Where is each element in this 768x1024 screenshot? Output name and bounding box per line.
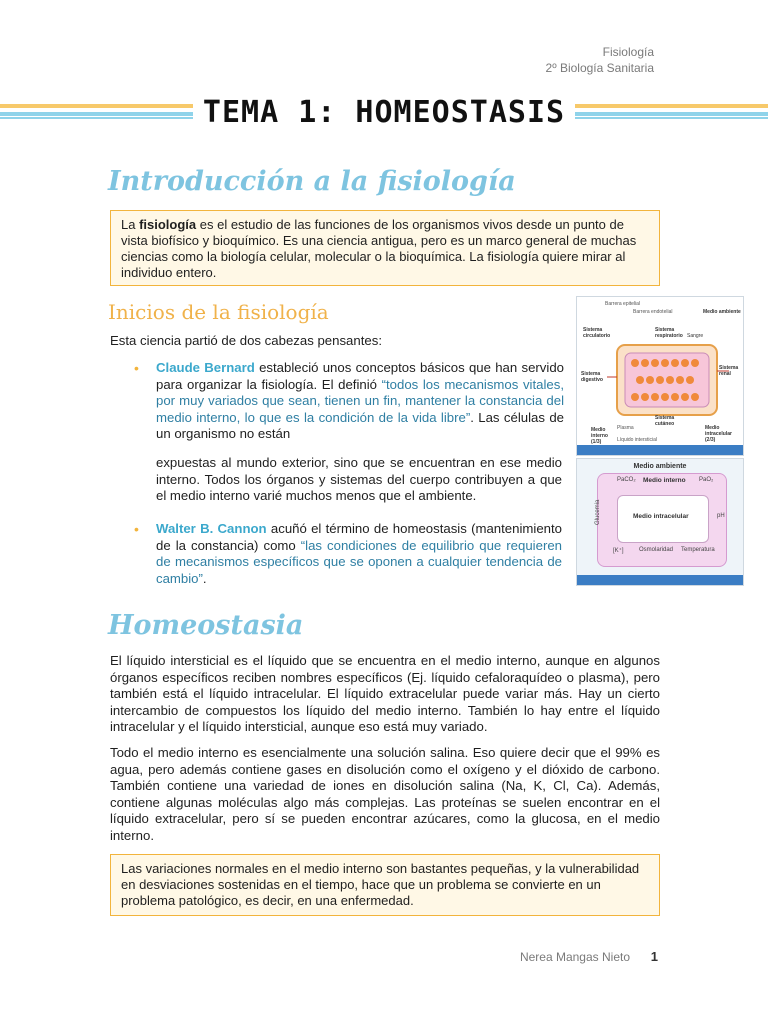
- label-barrera-epitelial: Barrera epitelial: [605, 301, 641, 307]
- intro-text: Esta ciencia partió de dos cabezas pensantes:: [110, 333, 382, 348]
- paragraph-liquido-intersticial: El líquido intersticial es el líquido que se encuentra en el medio interno, aunque en algunos órganos específicos reciben nombres específicos (Ej. líquido cefaloraquídeo o plasma), pero también está el líquido intracelular. El líquido extracelular puede variar más. Hay un cierto intercambio de compuestos los líquido del medio interno. También lo hay entre el líquido intracelular y el líquido intersticial, aunque eso está muy variado.: [110, 653, 660, 734]
- term-fisiologia: fisiología: [139, 217, 197, 232]
- label-ph: pH: [717, 513, 725, 519]
- bullet-icon: •: [134, 360, 139, 376]
- label-glucemia: Glucemia: [595, 499, 601, 525]
- header-meta: [546, 44, 654, 76]
- label-osmolaridad: Osmolaridad: [639, 547, 674, 553]
- heading-homeostasia: Homeostasia: [108, 610, 304, 641]
- bullet-cannon: • Walter B. Cannon acuñó el término de homeostasis (mantenimiento de la constancia) como “las condiciones de equilibrio que requieren de mecanismos específicos que se oponen a cualquier tendencia de cambio”.: [134, 521, 563, 586]
- page-title: TEMA 1: HOMEOSTASIS: [0, 95, 768, 130]
- label-temperatura: Temperatura: [681, 547, 715, 553]
- figure-medio-diagram: [576, 458, 744, 586]
- label-sistema-circulatorio: Sistema circulatorio: [583, 327, 611, 339]
- figure-caption-bar: [577, 575, 743, 585]
- bullet-bernard-continued: expuestas al mundo exterior, sino que se encuentran en ese medio interno. Todos los órganos y sistemas del cuerpo contribuyen a que el medio interno varié muchos menos que el ambiente.: [156, 455, 562, 503]
- label-paco2: PaCO₂: [617, 477, 636, 483]
- bullet-icon: •: [134, 521, 139, 537]
- variations-box: Las variaciones normales en el medio interno son bastantes pequeñas, y la vulnerabilidad en desviaciones sostenidas en el tiempo, hace que un problema se convierte en un problema patológico, es decir, en una enfermedad.: [110, 854, 660, 916]
- label-pao2: PaO₂: [699, 477, 714, 483]
- bullet-bernard: • Claude Bernard estableció unos conceptos básicos que han servido para organizar la fisiología. El definió “todos los mecanismos vitales, por muy variados que sean, tienen un fin, mantener la constancia del medio interno, lo que es la condición de la vida libre”. Las células de un organismo no están: [134, 360, 564, 441]
- label-medio-ambiente-2: Medio ambiente: [633, 463, 687, 470]
- label-medio-ambiente: Medio ambiente: [703, 309, 741, 315]
- label-medio-interno: Medio interno (1/3): [591, 427, 608, 445]
- label-medio-interno-2: Medio interno: [643, 477, 686, 484]
- label-k: [K⁺]: [613, 548, 624, 554]
- label-sangre: Sangre: [687, 333, 704, 339]
- label-sistema-digestivo: Sistema digestivo: [581, 371, 603, 383]
- figure-systems-diagram: [576, 296, 744, 456]
- label-plasma: Plasma: [617, 425, 634, 431]
- subject-label: Fisiología: [602, 45, 654, 59]
- label-sistema-respiratorio: Sistema respiratorio: [655, 327, 683, 339]
- paragraph-medio-interno: Todo el medio interno es esencialmente una solución salina. Eso quiere decir que el 99% es agua, pero además contiene gases en disolución como el oxígeno y el dióxido de carbono. También contiene una variedad de iones en disolución salina (Na, K, Cl, Ca). Además, contiene algunas moléculas algo más complejas. Las proteínas se suelen encontrar en el líquido extracelular, pero sí se pueden encontrar azúcares, como la glucosa, en el medio interno.: [110, 745, 660, 843]
- label-sistema-renal: Sistema renal: [719, 365, 739, 377]
- label-liquido-intersticial: Líquido intersticial: [617, 437, 658, 443]
- definition-box: La fisiología es el estudio de las funciones de los organismos vivos desde un punto de vista biofísico y bioquímico. Es una ciencia antigua, pero es un marco general de muchas ciencias como la biología celular, molecular o la bioquímica. La fisiología quiere mirar al individuo entero.: [110, 210, 660, 286]
- course-label: 2º Biología Sanitaria: [545, 61, 654, 75]
- heading-introduccion: Introducción a la fisiología: [108, 166, 516, 197]
- label-medio-intracelular-2: Medio intracelular: [633, 513, 689, 520]
- footer-author: Nerea Mangas Nieto: [519, 950, 630, 964]
- page-number: 1: [650, 949, 658, 964]
- heading-inicios: Inicios de la fisiología: [108, 300, 329, 324]
- label-medio-intracelular: Medio intracelular (2/3): [705, 425, 732, 443]
- label-sistema-cutaneo: Sistema cutáneo: [655, 415, 675, 427]
- label-barrera-endotelial: Barrera endotelial: [633, 309, 673, 315]
